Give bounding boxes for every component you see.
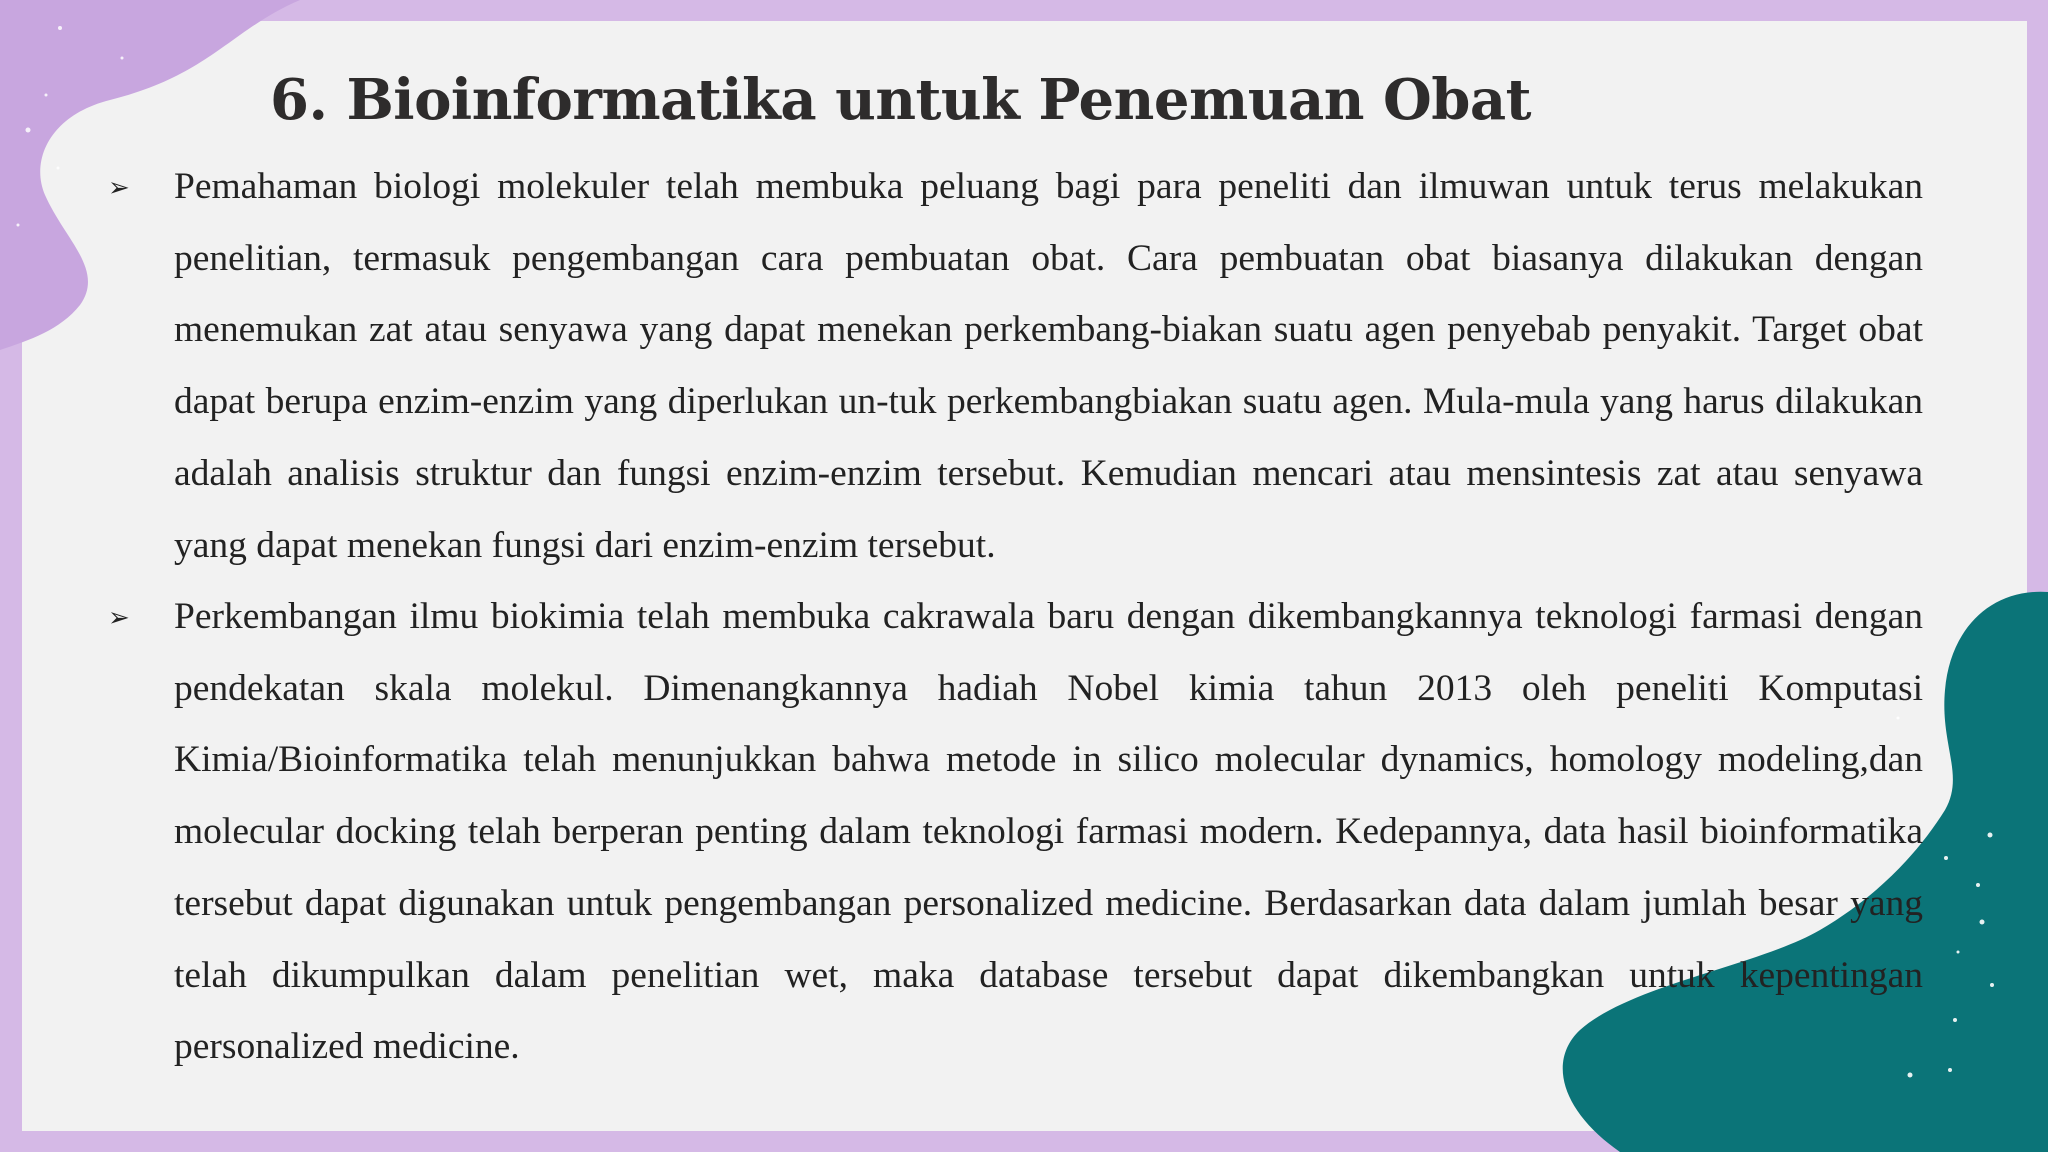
bullet-paragraph-drug-discovery: Pemahaman biologi molekuler telah membuka peluang bagi para peneliti dan ilmuwan untuk terus melakukan penelitian, termasuk pengembangan cara pembuatan obat. Cara pembuatan obat biasanya dilakukan dengan menemukan zat atau senyawa yang dapat menekan perkembang-biakan suatu agen penyebab penyakit. Target obat dapat berupa enzim-enzim yang diperlukan un-tuk perkembangbiakan suatu agen. Mula-mula yang harus dilakukan adalah analisis struktur dan fungsi enzim-enzim tersebut. Kemudian mencari atau mensintesis zat atau senyawa yang dapat menekan fungsi dari enzim-enzim tersebut. bbox=[174, 166, 1923, 566]
arrow-bullet-icon: ➢ bbox=[108, 173, 130, 203]
bullet-paragraph-pharma-technology: Perkembangan ilmu biokimia telah membuka cakrawala baru dengan dikembangkannya teknologi farmasi dengan pendekatan skala molekul. Dimenangkannya hadiah Nobel kimia tahun 2013 oleh peneliti Komputasi Kimia/Bioinformatika telah menunjukkan bahwa metode in silico molecular dynamics, homology modeling,dan molecular docking telah berperan penting dalam teknologi farmasi modern. Kedepannya, data hasil bioinformatika tersebut dapat digunakan untuk pengembangan personalized medicine. Berdasarkan data dalam jumlah besar yang telah dikumpulkan dalam penelitian wet, maka database tersebut dapat dikembangkan untuk kepentingan personalized medicine. bbox=[174, 596, 1923, 1068]
slide-title: 6. Bioinformatika untuk Penemuan Obat bbox=[270, 67, 1532, 133]
arrow-bullet-icon: ➢ bbox=[108, 603, 130, 633]
